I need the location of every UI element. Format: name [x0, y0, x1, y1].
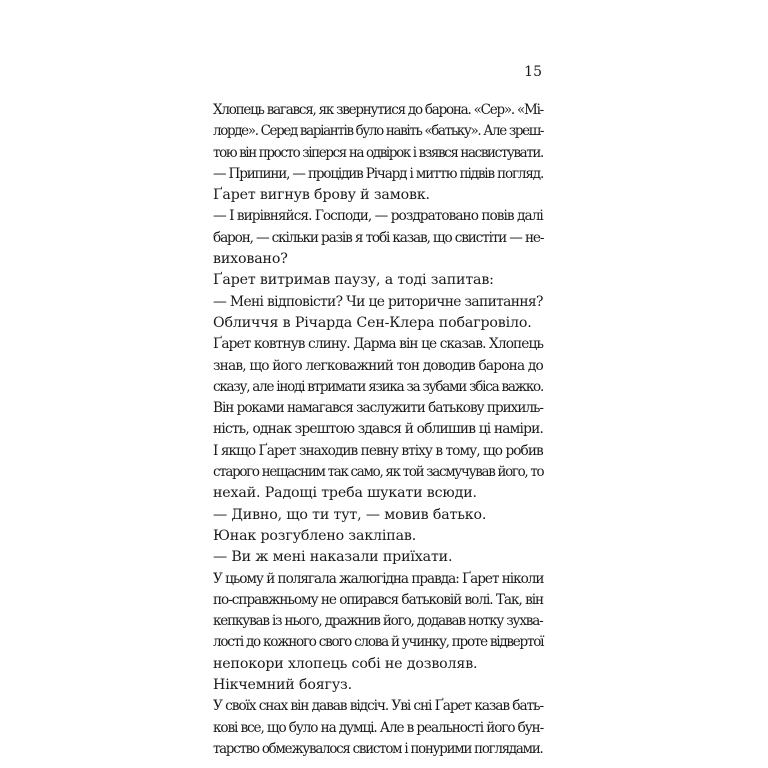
text-line: ність, однак зрештою здався й облишив ці наміри. [213, 421, 544, 438]
text-line: У своїх снах він давав відсіч. Уві сні Ґарет казав бать- [213, 698, 543, 715]
text-line: по-справжньому не опирався батьковій волі. Так, він [213, 591, 544, 608]
text-line: У цьому й полягала жалюгідна правда: Ґарет ніколи [213, 570, 544, 587]
text-line: кепкував із нього, дражнив його, додавав нотку зухва- [213, 613, 543, 630]
text-line: лості до кожного свого слова й учинку, проте відвертої [213, 634, 544, 651]
text-line: — Мені відповісти? Чи це риторичне запитання? [213, 293, 543, 310]
text-line: Нікчемний боягуз. [213, 677, 352, 694]
text-line: виховано? [213, 251, 288, 268]
body-text [213, 100, 543, 760]
text-line: лорде». Серед варіантів було навіть «батьку». Але зреш- [213, 123, 544, 140]
text-line: старого нещасним так само, як той засмучував його, то [213, 464, 544, 481]
text-line: тарство обмежувалося свистом і понурими поглядами. [213, 740, 543, 757]
text-line: Він роками намагався заслужити батькову прихиль- [213, 400, 543, 417]
text-line: — І вирівняйся. Господи, — роздратовано повів далі [213, 208, 543, 225]
text-line: Ґарет ковтнув слину. Дарма він це сказав. Хлопець [213, 336, 544, 353]
text-line: нехай. Радощі треба шукати всюди. [213, 485, 477, 502]
text-line: — Ви ж мені наказали приїхати. [213, 549, 453, 566]
text-line: тою він просто зіперся на одвірок і взявся насвистувати. [213, 144, 543, 161]
page-number: 15 [524, 64, 542, 80]
text-line: Обличчя в Річарда Сен-Клера побагровіло. [213, 314, 532, 331]
text-line: Ґарет витримав паузу, а тоді запитав: [213, 272, 494, 289]
text-line: — Припини, — процідив Річард і миттю підвів погляд. [213, 165, 544, 182]
text-line: сказу, але іноді втримати язика за зубами збіса важко. [213, 378, 543, 395]
text-line: Хлопець вагався, як звернутися до барона. «Сер». «Мі- [213, 102, 544, 118]
text-line: барон, — скільки разів я тобі казав, що свистіти — не- [213, 229, 544, 246]
text-line: Юнак розгублено закліпав. [213, 527, 417, 544]
text-line: кові все, що було на думці. Але в реальності його бун- [213, 719, 544, 736]
text-line: — Дивно, що ти тут, — мовив батько. [213, 506, 487, 523]
text-line: Ґарет вигнув брову й замовк. [213, 187, 430, 204]
text-line: знав, що його легковажний тон доводив барона до [213, 357, 543, 374]
text-line: непокори хлопець собі не дозволяв. [213, 655, 478, 672]
text-line: І якщо Ґарет знаходив певну втіху в тому, що робив [213, 442, 543, 459]
